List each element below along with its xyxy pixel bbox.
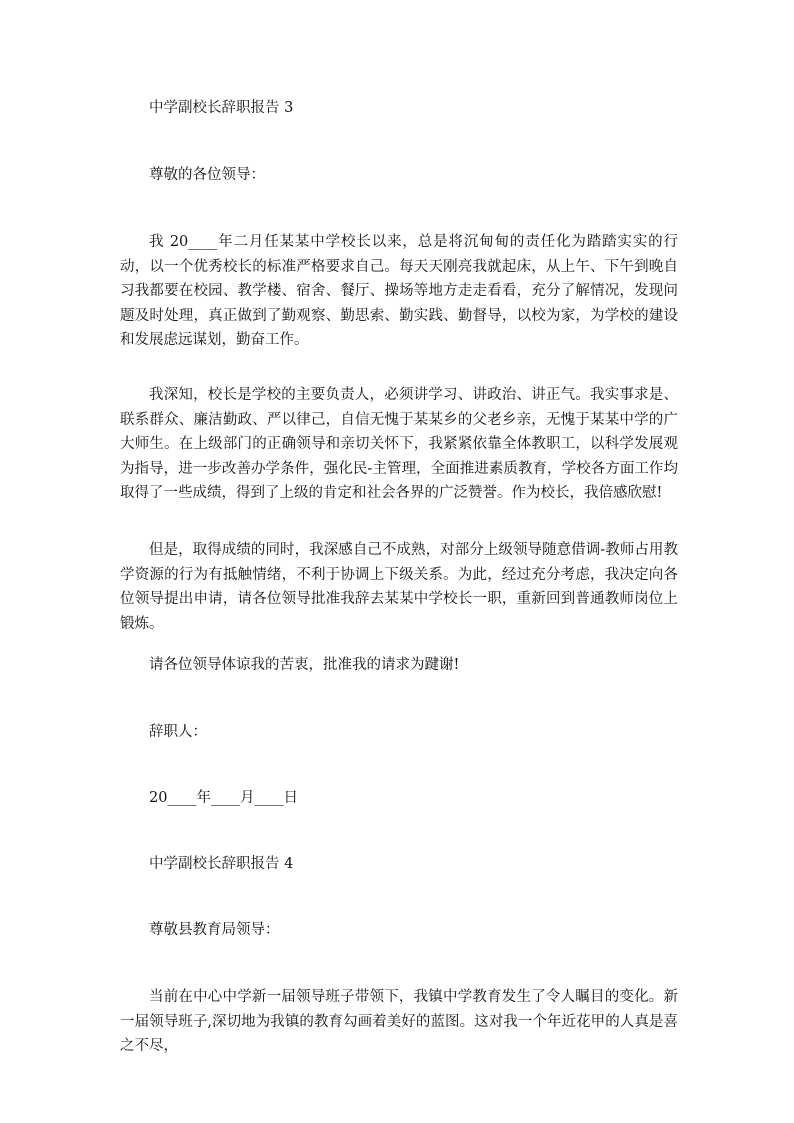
paragraph-2: 我深知，校长是学校的主要负责人，必须讲学习、讲政治、讲正气。我实事求是、联系群众、廉洁勤政、严以律己，自信无愧于某某乡的父老乡亲，无愧于某某中学的广大师生。在上级部门的正确领导和亲切关怀下，我紧紧依靠全体教职工，以科学发展观为指导，进一步改善办学条件，强化民-主管理，全面推进素质教育，学校各方面工作均取得了一些成绩，得到了上级的肯定和社会各界的广泛赞誉。作为校长，我倍感欣慰! (120, 387, 678, 501)
date-line: 20____年____月____日 (149, 790, 298, 806)
greeting-2: 尊敬县教育局领导： (149, 922, 280, 938)
greeting-1: 尊敬的各位领导： (149, 167, 265, 183)
report-title-3: 中学副校长辞职报告 3 (149, 100, 294, 116)
paragraph-4: 请各位领导体谅我的苦衷，批准我的请求为踺谢! (149, 657, 460, 673)
signature-line: 辞职人： (149, 724, 207, 740)
paragraph-5: 当前在中心中学新一届领导班子带领下，我镇中学教育发生了令人瞩目的变化。新一届领导班子,深切地为我镇的教育勾画着美好的蓝图。这对我一个年近花甲的人真是喜之不尽， (120, 989, 678, 1054)
paragraph-1: 我 20____年二月任某某中学校长以来，总是将沉甸甸的责任化为踏踏实实的行动，以一个优秀校长的标准严格要求自己。每天天刚亮我就起床，从上午、下午到晚自习我都要在校园、教学楼、宿舍、餐厅、操场等地方走走看看，充分了解情况，发现问题及时处理，真正做到了勤观察、勤思索、勤实践、勤督导，以校为家，为学校的建设和发展虑远谋划，勤奋工作。 (120, 234, 678, 348)
report-title-4: 中学副校长辞职报告 4 (149, 856, 294, 872)
paragraph-3: 但是，取得成绩的同时，我深感自己不成熟，对部分上级领导随意借调-教师占用教学资源的行为有抵触情绪，不利于协调上下级关系。为此，经过充分考虑，我决定向各位领导提出申请，请各位领导批准我辞去某某中学校长一职，重新回到普通教师岗位上锻炼。 (120, 542, 678, 632)
